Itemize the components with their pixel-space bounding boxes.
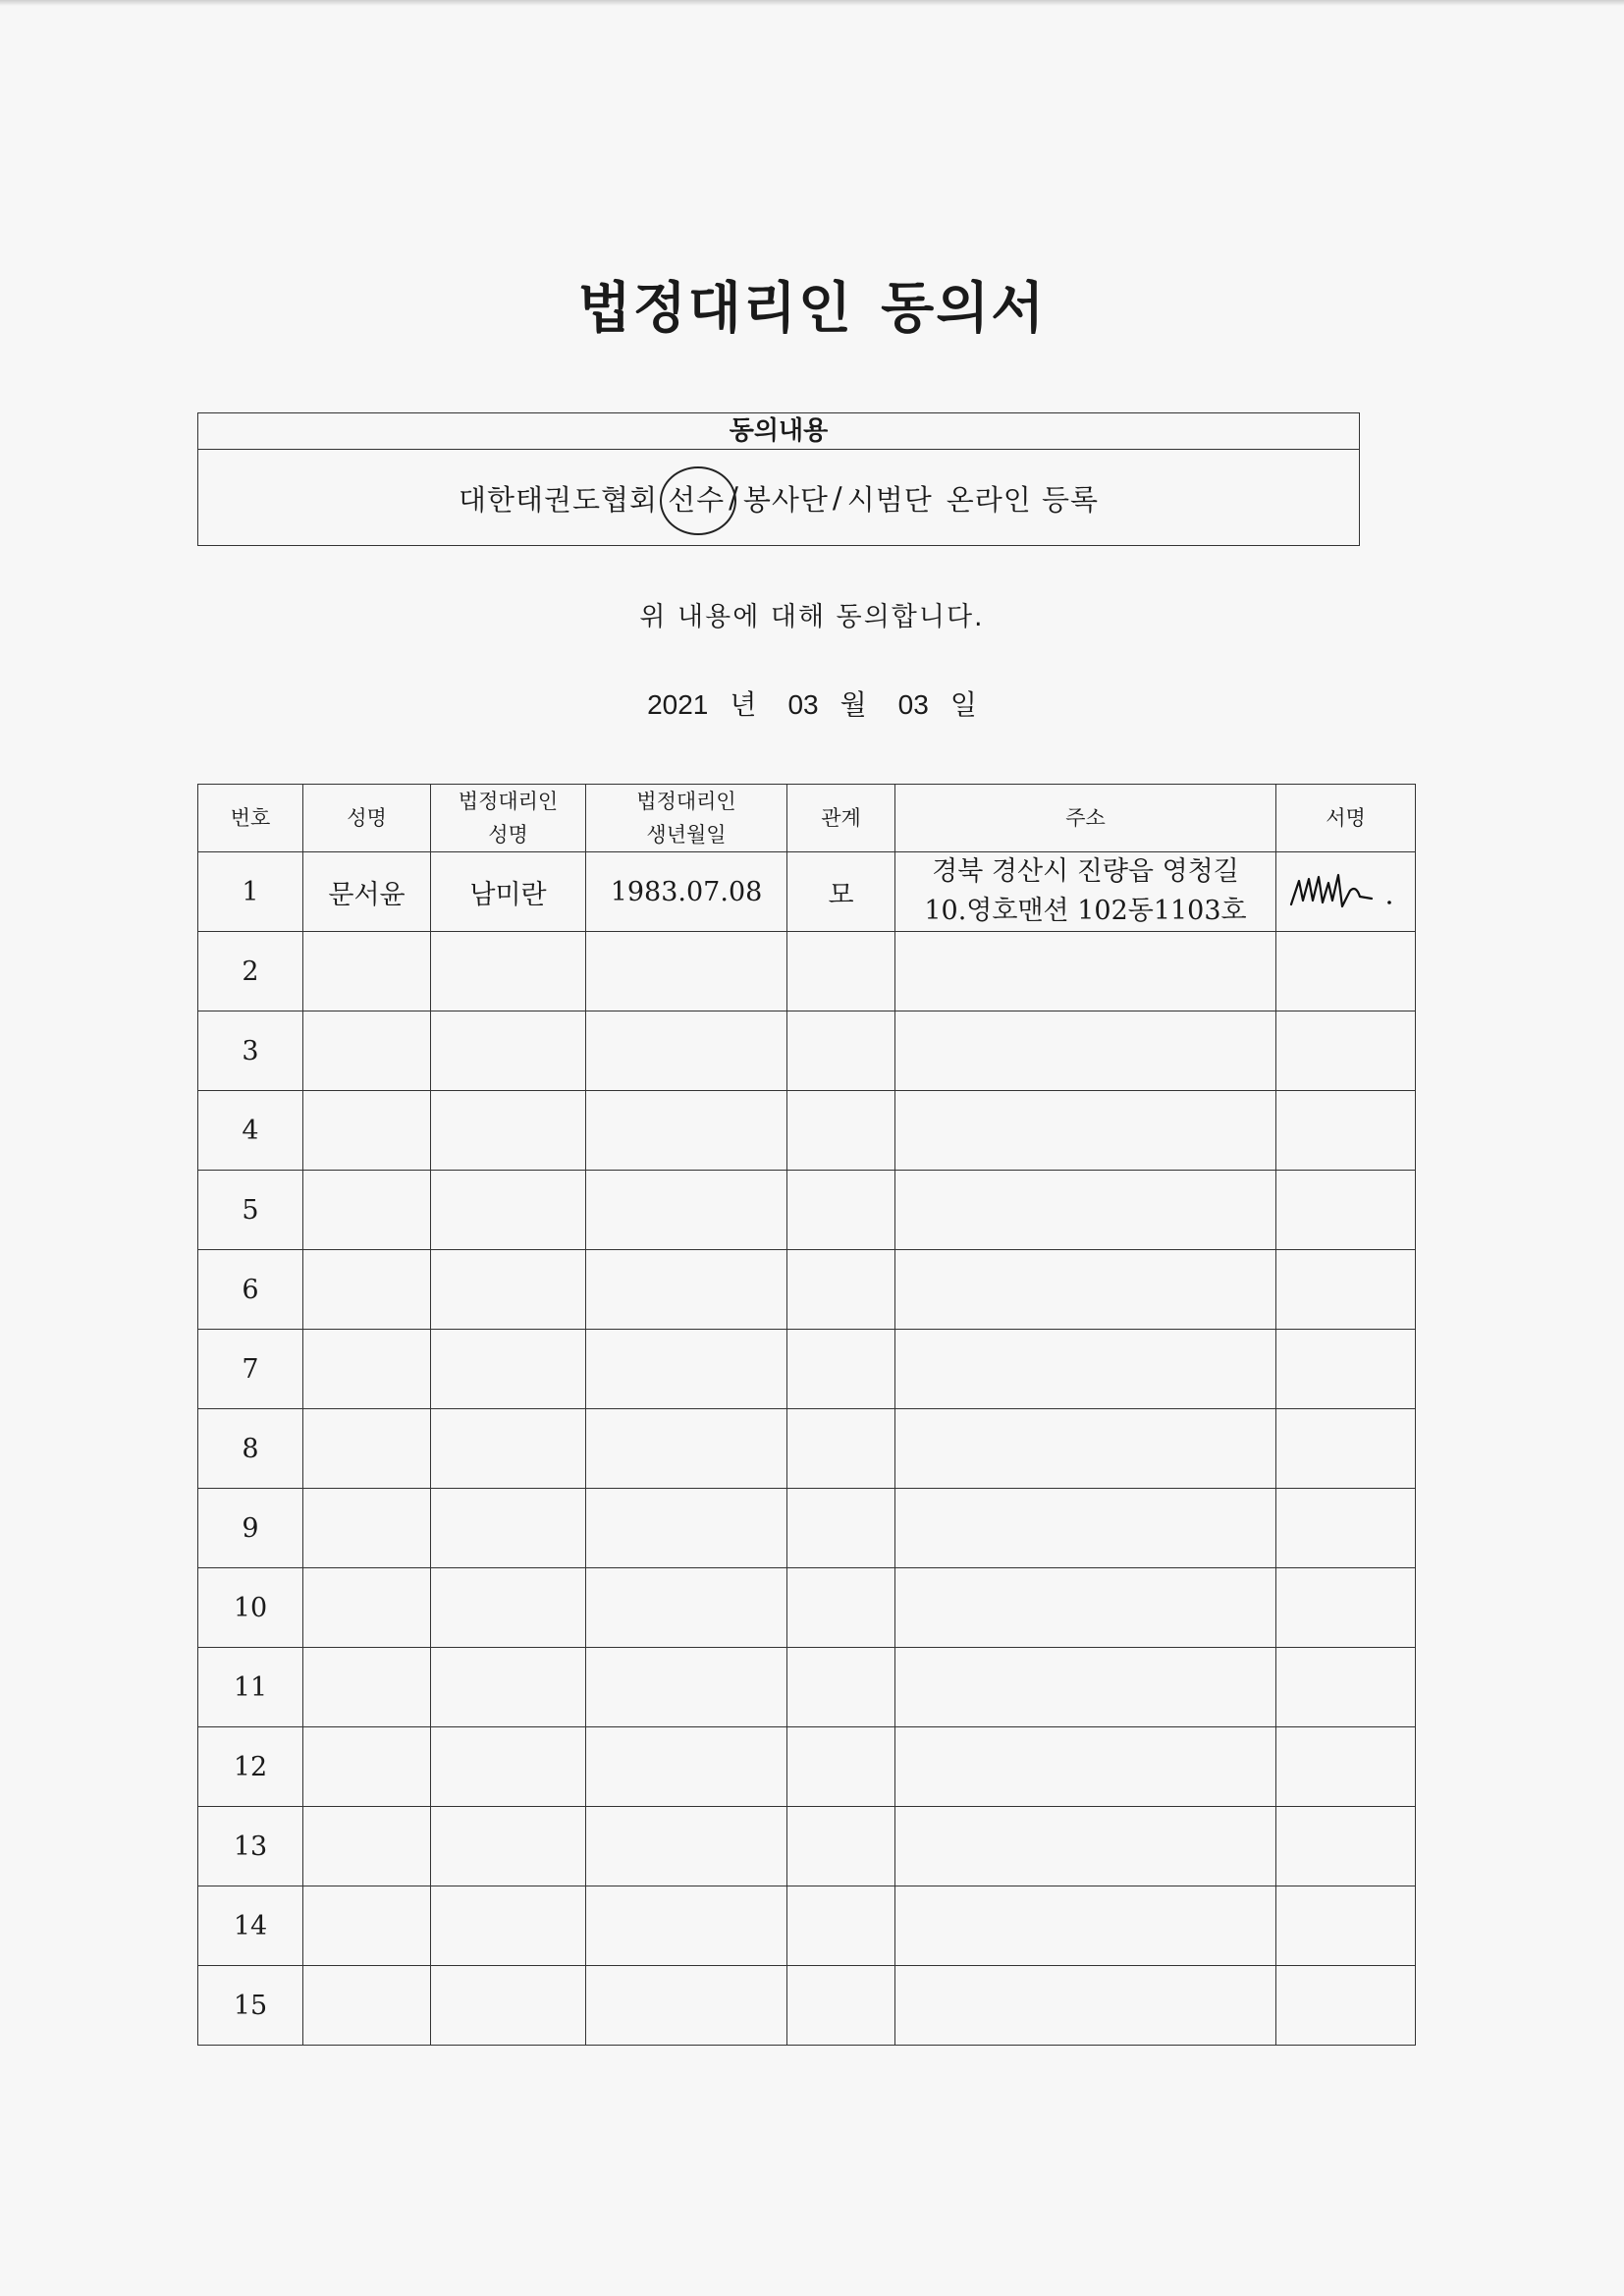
cell-no: 6 <box>198 1250 303 1330</box>
cell-guardian-name <box>431 1011 586 1091</box>
cell-signature <box>1276 1807 1416 1886</box>
cell-relation <box>787 1409 895 1489</box>
cell-address <box>895 1648 1276 1727</box>
cell-guardian-birth <box>586 1171 787 1250</box>
cell-relation <box>787 1171 895 1250</box>
cell-signature <box>1276 932 1416 1011</box>
cell-relation <box>787 1648 895 1727</box>
cell-guardian-birth <box>586 1807 787 1886</box>
header-address: 주소 <box>895 785 1276 852</box>
cell-relation: 모 <box>787 852 895 932</box>
header-name: 성명 <box>303 785 431 852</box>
cell-relation <box>787 1011 895 1091</box>
handwritten-signature <box>1287 867 1405 916</box>
cell-address <box>895 1966 1276 2046</box>
cell-no: 2 <box>198 932 303 1011</box>
cell-no: 1 <box>198 852 303 932</box>
table-row <box>198 1489 1416 1568</box>
cell-no: 5 <box>198 1171 303 1250</box>
table-row <box>198 1011 1416 1091</box>
cell-relation <box>787 1250 895 1330</box>
cell-address <box>895 1250 1276 1330</box>
cell-relation <box>787 1886 895 1966</box>
guardian-roster-table <box>197 784 1416 2046</box>
header-guardian-birth <box>586 785 787 852</box>
cell-guardian-birth <box>586 1011 787 1091</box>
cell-name <box>303 1727 431 1807</box>
cell-signature <box>1276 1171 1416 1250</box>
table-row <box>198 1250 1416 1330</box>
cell-name <box>303 1011 431 1091</box>
date-month: 03 <box>787 689 819 720</box>
header-guardian-birth-line2: 생년월일 <box>646 823 727 847</box>
cell-guardian-name <box>431 1250 586 1330</box>
header-guardian-name-line1: 법정대리인 <box>458 790 559 813</box>
cell-name <box>303 1807 431 1886</box>
cell-no: 11 <box>198 1648 303 1727</box>
header-no: 번호 <box>198 785 303 852</box>
cell-guardian-birth <box>586 1409 787 1489</box>
cell-guardian-birth <box>586 1330 787 1409</box>
title-word-consent: 동의서 <box>881 277 1047 341</box>
cell-relation <box>787 1966 895 2046</box>
title-word-guardian: 법정대리인 <box>577 277 854 341</box>
consent-option-player-selected: 선수 <box>668 478 725 519</box>
cell-guardian-name <box>431 1409 586 1489</box>
cell-guardian-name <box>431 1807 586 1886</box>
cell-name <box>303 1568 431 1648</box>
header-relation: 관계 <box>787 785 895 852</box>
cell-address <box>895 1727 1276 1807</box>
table-row <box>198 1886 1416 1966</box>
cell-guardian-birth <box>586 1250 787 1330</box>
cell-guardian-name <box>431 1171 586 1250</box>
cell-no: 4 <box>198 1091 303 1171</box>
table-row <box>198 932 1416 1011</box>
date-year-unit: 년 <box>730 688 757 721</box>
table-row <box>198 1409 1416 1489</box>
cell-address <box>895 852 1276 932</box>
cell-no: 7 <box>198 1330 303 1409</box>
document-date <box>0 683 1624 723</box>
table-row <box>198 1727 1416 1807</box>
table-row <box>198 1171 1416 1250</box>
cell-signature <box>1276 1409 1416 1489</box>
date-day: 03 <box>897 689 929 720</box>
cell-guardian-name <box>431 1648 586 1727</box>
cell-no: 8 <box>198 1409 303 1489</box>
cell-signature <box>1276 1727 1416 1807</box>
header-guardian-birth-line1: 법정대리인 <box>636 790 736 813</box>
cell-address <box>895 1568 1276 1648</box>
cell-address <box>895 1807 1276 1886</box>
cell-signature <box>1276 1886 1416 1966</box>
cell-guardian-name <box>431 1727 586 1807</box>
cell-signature <box>1276 1568 1416 1648</box>
cell-no: 10 <box>198 1568 303 1648</box>
consent-option-volunteer: 봉사단 <box>742 482 829 517</box>
agreement-statement: 위 내용에 대해 동의합니다. <box>639 602 985 632</box>
date-day-unit: 일 <box>949 688 977 721</box>
cell-guardian-name <box>431 1489 586 1568</box>
cell-guardian-name <box>431 1886 586 1966</box>
cell-relation <box>787 1727 895 1807</box>
cell-address <box>895 1330 1276 1409</box>
cell-signature <box>1276 1966 1416 2046</box>
cell-no: 12 <box>198 1727 303 1807</box>
cell-signature <box>1276 1250 1416 1330</box>
cell-guardian-birth: 1983.07.08 <box>586 852 787 932</box>
cell-no: 15 <box>198 1966 303 2046</box>
header-guardian-name-line2: 성명 <box>488 823 528 847</box>
table-row <box>198 852 1416 932</box>
cell-signature <box>1276 1091 1416 1171</box>
cell-name <box>303 1250 431 1330</box>
cell-signature <box>1276 1011 1416 1091</box>
date-year: 2021 <box>647 689 709 720</box>
document-title <box>0 265 1624 344</box>
cell-address <box>895 1489 1276 1568</box>
table-header-row <box>198 785 1416 852</box>
cell-name <box>303 1966 431 2046</box>
consent-content <box>198 450 1359 546</box>
cell-address <box>895 1171 1276 1250</box>
cell-address <box>895 1091 1276 1171</box>
header-guardian-name <box>431 785 586 852</box>
date-month-unit: 월 <box>839 688 867 721</box>
cell-signature <box>1276 1330 1416 1409</box>
cell-guardian-birth <box>586 1091 787 1171</box>
cell-guardian-birth <box>586 1568 787 1648</box>
cell-guardian-birth <box>586 1727 787 1807</box>
cell-guardian-name <box>431 1966 586 2046</box>
cell-address <box>895 1409 1276 1489</box>
cell-name <box>303 1648 431 1727</box>
cell-relation <box>787 932 895 1011</box>
cell-no: 13 <box>198 1807 303 1886</box>
table-body <box>198 852 1416 2046</box>
cell-name: 문서윤 <box>303 852 431 932</box>
option-separator: / <box>832 481 843 515</box>
consent-suffix: 온라인 등록 <box>946 482 1100 517</box>
table-row <box>198 1807 1416 1886</box>
cell-guardian-name <box>431 1568 586 1648</box>
cell-address <box>895 932 1276 1011</box>
cell-name <box>303 1330 431 1409</box>
cell-name <box>303 1409 431 1489</box>
cell-relation <box>787 1807 895 1886</box>
cell-guardian-birth <box>586 1966 787 2046</box>
cell-name <box>303 1886 431 1966</box>
cell-guardian-name <box>431 1091 586 1171</box>
cell-name <box>303 932 431 1011</box>
cell-relation <box>787 1091 895 1171</box>
cell-guardian-birth <box>586 1886 787 1966</box>
cell-signature <box>1276 1489 1416 1568</box>
table-row <box>198 1568 1416 1648</box>
consent-box <box>197 412 1360 546</box>
table-row <box>198 1648 1416 1727</box>
table-row <box>198 1091 1416 1171</box>
cell-name <box>303 1489 431 1568</box>
cell-relation <box>787 1568 895 1648</box>
cell-guardian-name <box>431 932 586 1011</box>
cell-address <box>895 1886 1276 1966</box>
table-row <box>198 1330 1416 1409</box>
cell-no: 14 <box>198 1886 303 1966</box>
cell-guardian-birth <box>586 1648 787 1727</box>
cell-guardian-birth <box>586 932 787 1011</box>
consent-header: 동의내용 <box>198 413 1359 450</box>
cell-signature <box>1276 852 1416 932</box>
cell-address <box>895 1011 1276 1091</box>
address-line2: 10.영호맨션 102동1103호 <box>924 896 1247 926</box>
address-line1: 경북 경산시 진량읍 영청길 <box>932 856 1239 887</box>
cell-name <box>303 1171 431 1250</box>
scan-top-edge <box>0 0 1624 6</box>
cell-guardian-name <box>431 1330 586 1409</box>
cell-guardian-name: 남미란 <box>431 852 586 932</box>
cell-relation <box>787 1489 895 1568</box>
cell-name <box>303 1091 431 1171</box>
consent-option-demo-team: 시범단 <box>846 482 933 517</box>
cell-no: 3 <box>198 1011 303 1091</box>
header-signature: 서명 <box>1276 785 1416 852</box>
cell-no: 9 <box>198 1489 303 1568</box>
table-row <box>198 1966 1416 2046</box>
cell-guardian-birth <box>586 1489 787 1568</box>
consent-prefix: 대한태권도협회 <box>458 482 659 517</box>
cell-relation <box>787 1330 895 1409</box>
cell-signature <box>1276 1648 1416 1727</box>
option-separator: / <box>729 481 739 515</box>
